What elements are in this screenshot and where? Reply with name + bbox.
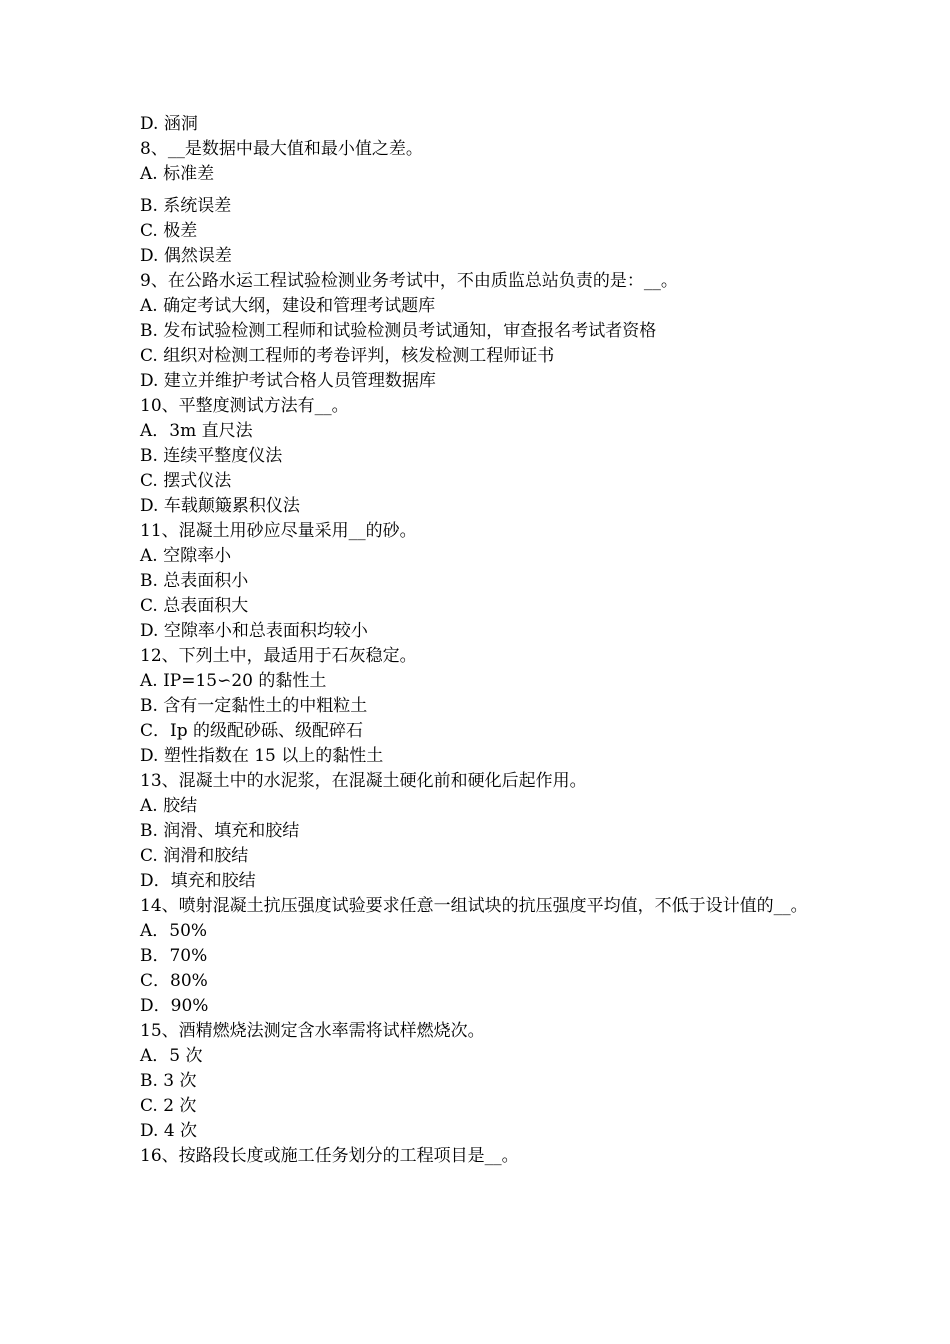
option-b-q11: B. 总表面积小 [140, 571, 249, 591]
option-d-q15: D. 4 次 [140, 1121, 198, 1141]
option-d-q11: D. 空隙率小和总表面积均较小 [140, 621, 368, 641]
spacer [140, 187, 820, 194]
option-b-q13: B. 润滑、填充和胶结 [140, 821, 300, 841]
option-d-q10: D. 车载颠簸累积仪法 [140, 496, 300, 516]
question-15: 15、酒精燃烧法测定含水率需将试样燃烧次。 [140, 1021, 485, 1041]
option-d-q7: D. 涵洞 [140, 114, 198, 134]
option-a-q13: A. 胶结 [140, 796, 198, 816]
question-12: 12、下列土中，最适用于石灰稳定。 [140, 646, 417, 666]
option-a-q10: A．3m 直尺法 [140, 421, 253, 441]
option-a-q12: A. IP=15∽20 的黏性土 [140, 671, 327, 691]
option-b-q9: B. 发布试验检测工程师和试验检测员考试通知，审查报名考试者资格 [140, 321, 657, 341]
document-body [140, 112, 820, 1169]
question-9: 9、在公路水运工程试验检测业务考试中，不由质监总站负责的是：__。 [140, 271, 678, 291]
question-11: 11、混凝土用砂应尽量采用__的砂。 [140, 521, 417, 541]
option-a-q8: A. 标准差 [140, 164, 215, 184]
option-b-q14: B．70% [140, 946, 208, 966]
option-a-q9: A. 确定考试大纲，建设和管理考试题库 [140, 296, 436, 316]
option-d-q9: D. 建立并维护考试合格人员管理数据库 [140, 371, 436, 391]
option-d-q8: D. 偶然误差 [140, 246, 232, 266]
option-b-q15: B. 3 次 [140, 1071, 197, 1091]
option-b-q12: B. 含有一定黏性土的中粗粒土 [140, 696, 368, 716]
option-c-q14: C．80% [140, 971, 208, 991]
question-16: 16、按路段长度或施工任务划分的工程项目是__。 [140, 1146, 519, 1166]
question-13: 13、混凝土中的水泥浆，在混凝土硬化前和硬化后起作用。 [140, 771, 587, 791]
question-8: 8、__是数据中最大值和最小值之差。 [140, 139, 423, 159]
question-14: 14、喷射混凝土抗压强度试验要求任意一组试块的抗压强度平均值，不低于设计值的__。 [140, 896, 808, 916]
option-c-q13: C. 润滑和胶结 [140, 846, 249, 866]
option-a-q11: A. 空隙率小 [140, 546, 232, 566]
question-10: 10、平整度测试方法有__。 [140, 396, 349, 416]
option-c-q11: C. 总表面积大 [140, 596, 249, 616]
option-b-q8: B. 系统误差 [140, 196, 232, 216]
option-a-q14: A．50% [140, 921, 208, 941]
option-c-q9: C. 组织对检测工程师的考卷评判，核发检测工程师证书 [140, 346, 555, 366]
option-c-q10: C. 摆式仪法 [140, 471, 232, 491]
option-d-q13: D．填充和胶结 [140, 871, 256, 891]
option-a-q15: A．5 次 [140, 1046, 203, 1066]
option-c-q12: C．Ip 的级配砂砾、级配碎石 [140, 721, 364, 741]
option-c-q15: C. 2 次 [140, 1096, 197, 1116]
option-b-q10: B. 连续平整度仪法 [140, 446, 283, 466]
option-d-q14: D．90% [140, 996, 209, 1016]
option-d-q12: D. 塑性指数在 15 以上的黏性土 [140, 746, 384, 766]
option-c-q8: C. 极差 [140, 221, 198, 241]
